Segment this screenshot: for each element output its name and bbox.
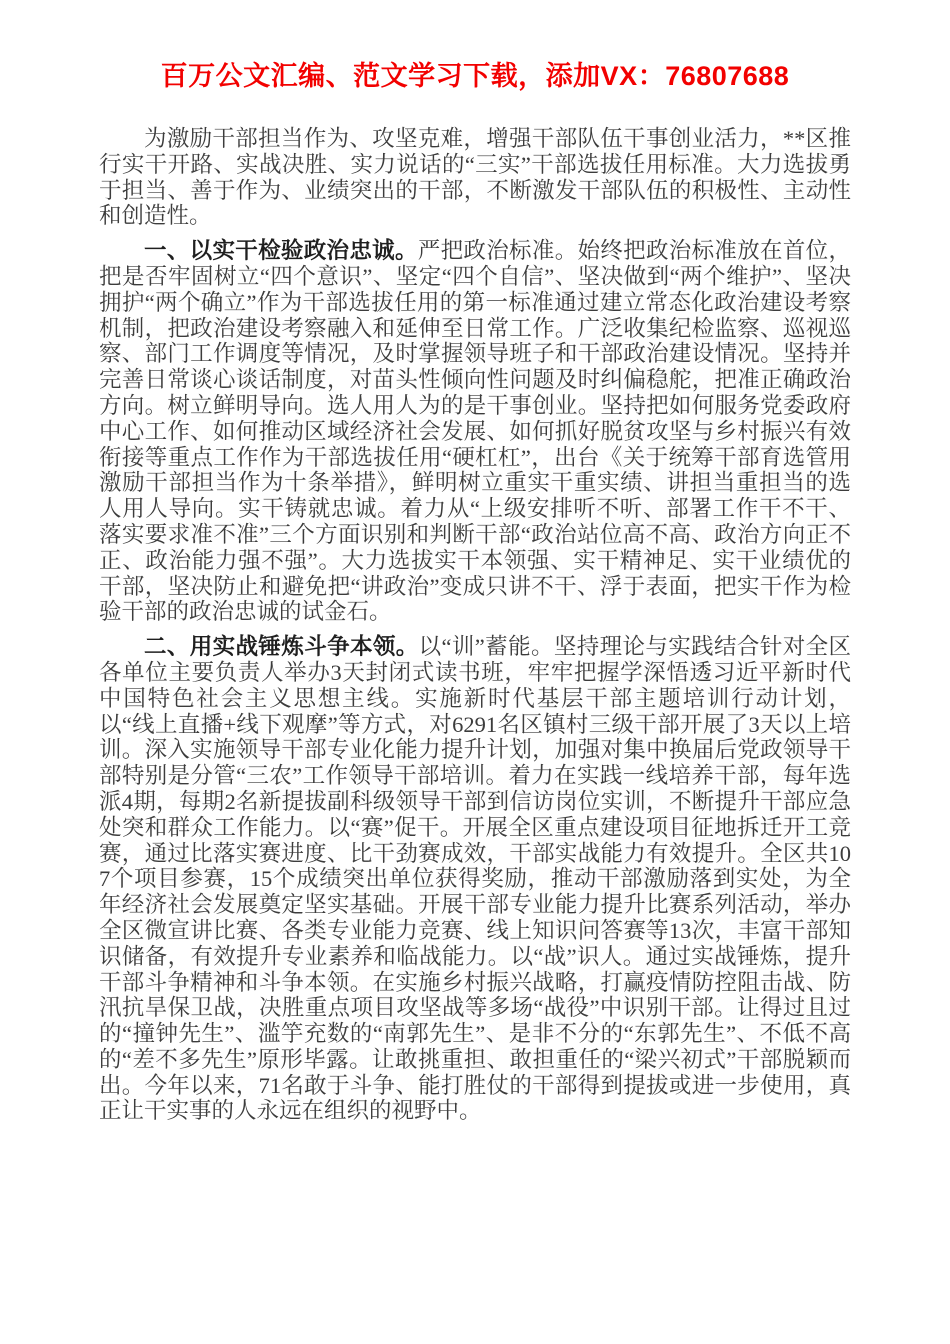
section-1-text: 严把政治标准。始终把政治标准放在首位，把是否牢固树立“四个意识”、坚定“四个自信”、坚决做到“两个维护”、坚决拥护“两个确立”作为干部选拔任用的第一标准通过建立常态化政治建设考察机制，把政治建设考察融入和延伸至日常工作。广泛收集纪检监察、巡视巡察、部门工作调度等情况，及时掌握领导班子和干部政治建设情况。坚持并完善日常谈心谈话制度，对苗头性倾向性问题及时纠偏稳舵，把准正确政治方向。树立鲜明导向。选人用人为的是干事创业。坚持把如何服务党委政府中心工作、如何推动区域经济社会发展、如何抓好脱贫攻坚与乡村振兴有效衔接等重点工作作为干部选拔任用“硬杠杠”，出台《关于统筹干部育选管用激励干部担当作为十条举措》，鲜明树立重实干重实绩、讲担当重担当的选人用人导向。实干铸就忠诚。着力从“上级安排听不听、部署工作干不干、落实要求准不准”三个方面识别和判断干部“政治站位高不高、政治方向正不正、政治能力强不强”。大力选拔实干本领强、实干精神足、实干业绩优的干部，坚决防止和避免把“讲政治”变成只讲不干、浮于表面，把实干作为检验干部的政治忠诚的试金石。	[99, 238, 851, 625]
section-2-text: 以“训”蓄能。坚持理论与实践结合针对全区各单位主要负责人举办3天封闭式读书班，牢牢把握学深悟透习近平新时代中国特色社会主义思想主线。实施新时代基层干部主题培训行动计划，以“线上直播+线下观摩”等方式，对6291名区镇村三级干部开展了3天以上培训。深入实施领导干部专业化能力提升计划，加强对集中换届后党政领导干部特别是分管“三农”工作领导干部培训。着力在实践一线培养干部，每年选派4期，每期2名新提拔副科级领导干部到信访岗位实训，不断提升干部应急处突和群众工作能力。以“赛”促干。开展全区重点建设项目征地拆迁开工竞赛，通过比落实赛进度、比干劲赛成效，干部实战能力有效提升。全区共107个项目参赛，15个成绩突出单位获得奖励，推动干部激励落到实处，为全年经济社会发展奠定坚实基础。开展干部专业能力提升比赛系列活动，举办全区微宣讲比赛、各类专业能力竞赛、线上知识问答赛等13次，丰富干部知识储备，有效提升专业素养和临战能力。以“战”识人。通过实战锤炼，提升干部斗争精神和斗争本领。在实施乡村振兴战略，打赢疫情防控阻击战、防汛抗旱保卫战，决胜重点项目攻坚战等多场“战役”中识别干部。让得过且过的“撞钟先生”、滥竽充数的“南郭先生”、是非不分的“东郭先生”、不低不高的“差不多先生”原形毕露。让敢挑重担、敢担重任的“梁兴初式”干部脱颖而出。今年以来，71名敢于斗争、能打胜仗的干部得到提拔或进一步使用，真正让干实事的人永远在组织的视野中。	[99, 634, 851, 1124]
section-2-heading: 二、用实战锤炼斗争本领。	[144, 634, 419, 660]
paragraph-intro-text: 为激励干部担当作为、攻坚克难，增强干部队伍干事创业活力，**区推行实干开路、实战决胜、实力说话的“三实”干部选拔任用标准。大力选拔勇于担当、善于作为、业绩突出的干部，不断激发干部队伍的积极性、主动性和创造性。	[99, 126, 851, 229]
document-body	[99, 126, 851, 1124]
section-1-heading: 一、以实干检验政治忠诚。	[144, 238, 418, 264]
promo-banner: 百万公文汇编、范文学习下载，添加VX：76807688	[160, 61, 790, 91]
paragraph-section-1	[99, 238, 851, 625]
paragraph-section-2	[99, 634, 851, 1124]
paragraph-intro	[99, 126, 851, 229]
